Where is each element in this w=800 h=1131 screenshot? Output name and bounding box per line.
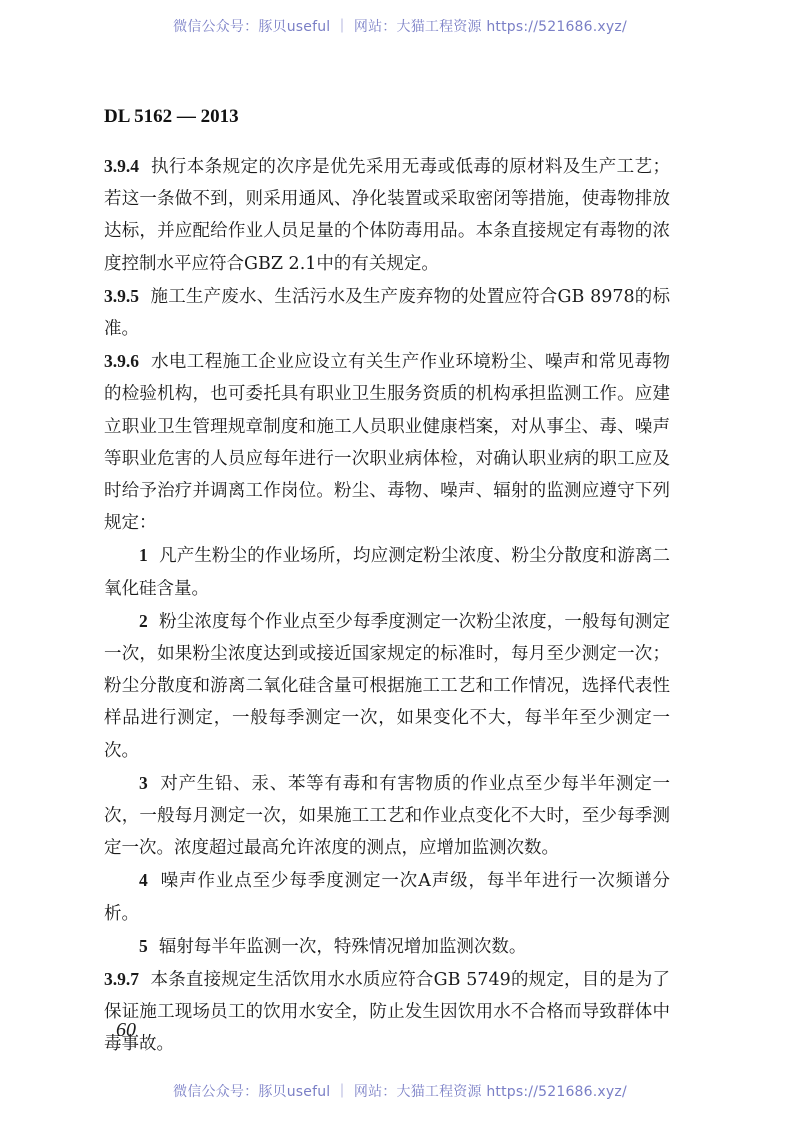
clause-text: 施工生产废水、生活污水及生产废弃物的处置应符合GB 8978的标准。 xyxy=(104,286,670,340)
page-number: 60 xyxy=(116,1019,136,1041)
clause-number: 3.9.6 xyxy=(104,351,139,372)
document-body xyxy=(104,150,670,1061)
clause-text: 本条直接规定生活饮用水水质应符合GB 5749的规定，目的是为了保证施工现场员工的饮用水安全，防止发生因饮用水不合格而导致群体中毒事故。 xyxy=(104,970,670,1055)
item-number: 5 xyxy=(139,935,148,956)
item-text: 凡产生粉尘的作业场所，均应测定粉尘浓度、粉尘分散度和游离二氧化硅含量。 xyxy=(104,546,670,599)
clause-text: 执行本条规定的次序是优先采用无毒或低毒的原材料及生产工艺；若这一条做不到，则采用通风、净化装置或采取密闭等措施，使毒物排放达标，并应配给作业人员足量的个体防毒用品。本条直接规定有毒物的浓度控制水平应符合GBZ 2.1中的有关规定。 xyxy=(104,157,670,274)
item-text: 噪声作业点至少每季度测定一次A声级，每半年进行一次频谱分析。 xyxy=(104,871,670,924)
item-text: 对产生铅、汞、苯等有毒和有害物质的作业点至少每半年测定一次，一般每月测定一次，如果施工工艺和作业点变化不大时，至少每季测定一次。浓度超过最高允许浓度的测点，应增加监测次数。 xyxy=(104,773,670,859)
document-code: DL 5162 — 2013 xyxy=(104,106,239,127)
item-text: 粉尘浓度每个作业点至少每季度测定一次粉尘浓度，一般每旬测定一次，如果粉尘浓度达到或接近国家规定的标准时，每月至少测定一次；粉尘分散度和游离二氧化硅含量可根据施工工艺和工作情况，选择代表性样品进行测定，一般每季测定一次，如果变化不大，每半年至少测定一次。 xyxy=(104,611,670,761)
item-text: 辐射每半年监测一次，特殊情况增加监测次数。 xyxy=(158,936,527,957)
item-number: 1 xyxy=(139,545,148,566)
clause-number: 3.9.5 xyxy=(104,285,139,306)
clause-number: 3.9.4 xyxy=(104,156,139,176)
item-number: 3 xyxy=(139,772,148,793)
list-item xyxy=(104,930,670,963)
list-item xyxy=(104,539,670,604)
clause-3-9-7 xyxy=(104,963,670,1061)
clause-number: 3.9.7 xyxy=(104,969,139,990)
clause-3-9-5 xyxy=(104,280,670,345)
list-item xyxy=(104,767,670,865)
watermark-bottom: 微信公众号：豚贝useful ｜ 网站：大猫工程资源 https://521686.xyz/ xyxy=(173,1084,627,1100)
clause-text: 水电工程施工企业应设立有关生产作业环境粉尘、噪声和常见毒物的检验机构，也可委托具有职业卫生服务资质的机构承担监测工作。应建立职业卫生管理规章制度和施工人员职业健康档案，对从事尘、毒、噪声等职业危害的人员应每年进行一次职业病体检，对确认职业病的职工应及时给予治疗并调离工作岗位。粉尘、毒物、噪声、辐射的监测应遵守下列规定： xyxy=(104,352,670,534)
list-item xyxy=(104,605,670,767)
list-item xyxy=(104,864,670,929)
clause-3-9-4 xyxy=(104,150,670,280)
clause-3-9-6 xyxy=(104,345,670,539)
item-number: 4 xyxy=(139,870,148,891)
item-number: 2 xyxy=(139,610,148,631)
watermark-top: 微信公众号：豚贝useful ｜ 网站：大猫工程资源 https://521686.xyz/ xyxy=(173,19,627,35)
